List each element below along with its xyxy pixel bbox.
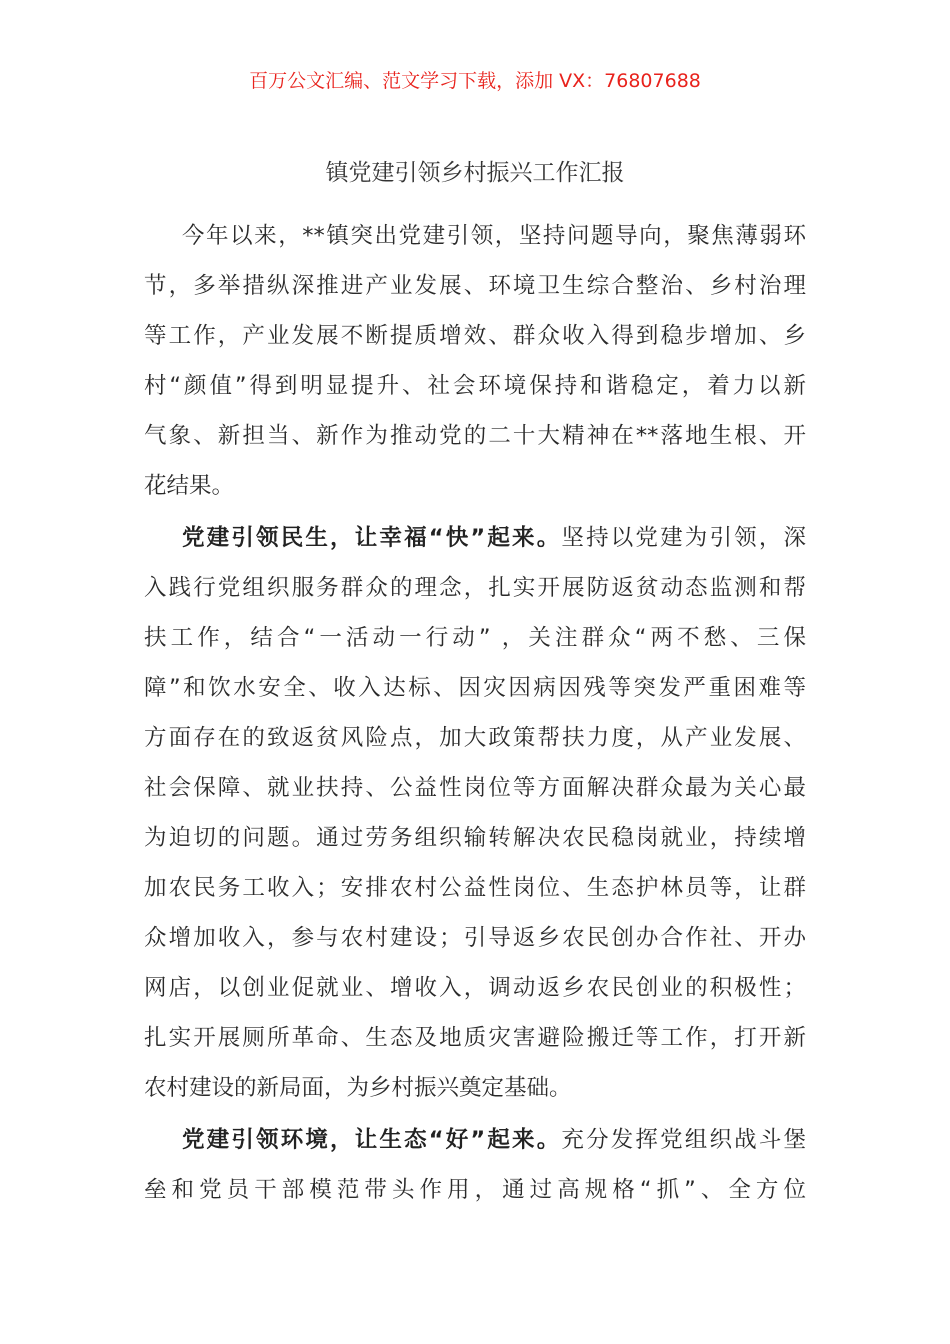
text-line [144, 513, 806, 563]
text-line: 农村建设的新局面，为乡村振兴奠定基础。 [144, 1075, 572, 1101]
text-line: 今年以来，**镇突出党建引领，坚持问题导向，聚焦薄弱环 [182, 223, 806, 249]
document-title: 镇党建引领乡村振兴工作汇报 [325, 160, 625, 186]
paragraph-livelihood [144, 513, 806, 1113]
text-line: 节，多举措纵深推进产业发展、环境卫生综合整治、乡村治理 [144, 273, 806, 299]
text-line: 众增加收入，参与农村建设；引导返乡农民创办合作社、开办 [144, 925, 806, 951]
text-line: 气象、新担当、新作为推动党的二十大精神在**落地生根、开 [144, 423, 806, 449]
text-line: 村“颜值”得到明显提升、社会环境保持和谐稳定，着力以新 [144, 373, 806, 399]
paragraph-environment [144, 1115, 806, 1215]
text-span: 坚持以党建为引领，深 [561, 525, 806, 551]
text-line: 花结果。 [144, 473, 235, 499]
text-line: 社会保障、就业扶持、公益性岗位等方面解决群众最为关心最 [144, 775, 806, 801]
section-heading: 党建引领民生，让幸福“快”起来。 [182, 525, 562, 551]
text-line: 等工作，产业发展不断提质增效、群众收入得到稳步增加、乡 [144, 323, 806, 349]
section-heading: 党建引领环境，让生态“好”起来。 [182, 1127, 562, 1153]
text-line: 障”和饮水安全、收入达标、因灾因病因残等突发严重困难等 [144, 675, 806, 701]
text-line: 网店，以创业促就业、增收入，调动返乡农民创业的积极性； [144, 975, 806, 1001]
text-line: 垒和党员干部模范带头作用，通过高规格“抓”、全方位 [144, 1177, 806, 1203]
text-line: 方面存在的致返贫风险点，加大政策帮扶力度，从产业发展、 [144, 725, 806, 751]
paragraph-intro [144, 211, 806, 511]
text-line: 入践行党组织服务群众的理念，扎实开展防返贫动态监测和帮 [144, 575, 806, 601]
watermark-header: 百万公文汇编、范文学习下载，添加 VX：76807688 [249, 70, 701, 92]
text-line: 为迫切的问题。通过劳务组织输转解决农民稳岗就业，持续增 [144, 825, 806, 851]
text-line [144, 1115, 806, 1165]
text-line: 加农民务工收入；安排农村公益性岗位、生态护林员等，让群 [144, 875, 806, 901]
text-span: 充分发挥党组织战斗堡 [561, 1127, 806, 1153]
text-line: 扎实开展厕所革命、生态及地质灾害避险搬迁等工作，打开新 [144, 1025, 806, 1051]
text-line: 扶工作，结合“一活动一行动” ，关注群众“两不愁、三保 [144, 625, 806, 651]
document-body [144, 211, 806, 1215]
